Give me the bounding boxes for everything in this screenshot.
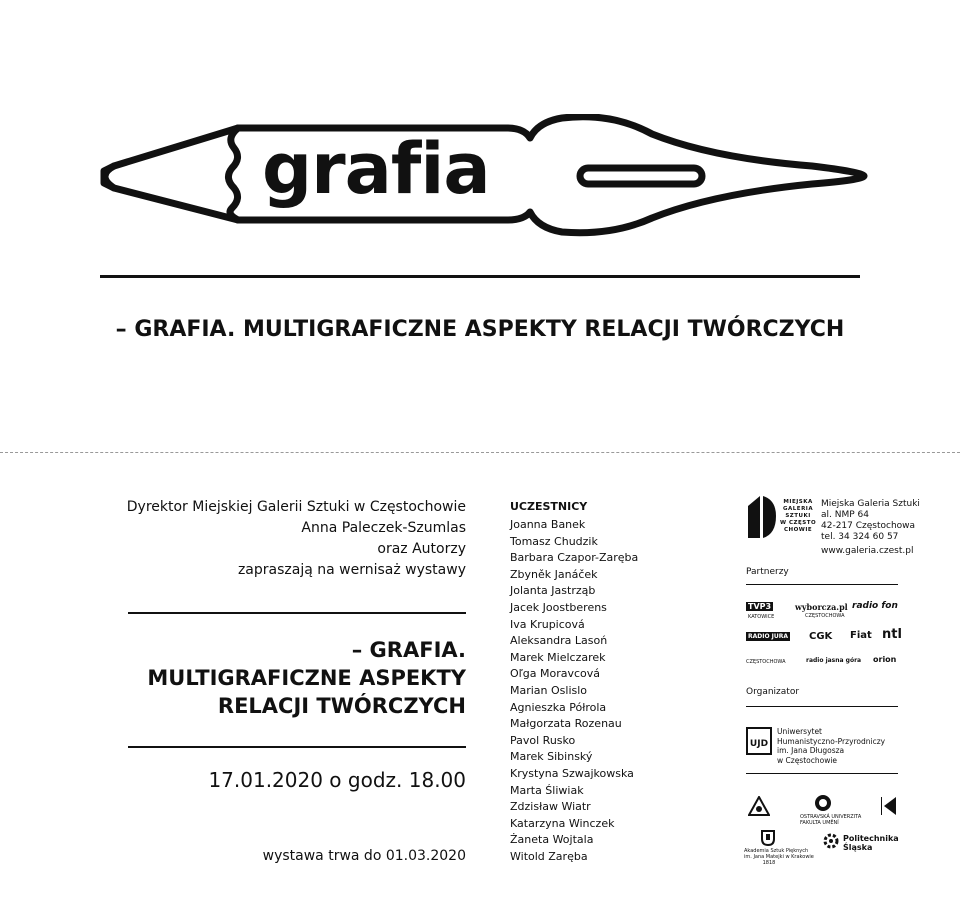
logo-text-line: W CZĘSTO [780,520,817,526]
participant: Aleksandra Lasoń [510,634,608,648]
divider [746,773,898,774]
address-line: tel. 34 324 60 57 [821,532,899,542]
czestochowa-logo: CZĘSTOCHOWA [746,659,786,665]
organizer-line: w Częstochowie [777,755,838,765]
wyborcza-logo: wyborcza.pl [795,602,848,612]
logo-text-line: CHOWIE [783,527,813,533]
title-line: RELACJI TWÓRCZYCH [217,694,466,718]
ostrava-university-name [800,814,861,826]
organizer-line: Humanistyczno-Przyrodniczy [777,736,886,746]
participant: Tomasz Chudzik [510,534,598,548]
ostrava-line: FAKULTA UMĚNÍ [800,820,839,826]
participant: Małgorzata Rozenau [510,717,622,731]
logo-wordmark: grafia [262,128,490,210]
organizer-line: Uniwersytet [777,727,822,736]
logo-text-line: SZTUKI [785,513,811,519]
tvp3-logo: TVP3 [748,602,772,611]
invitation-line: Anna Paleczek-Szumlas [301,520,466,536]
title-line: MULTIGRAFICZNE ASPEKTY [147,666,466,690]
fiat-logo: Fiat [850,630,872,641]
tvp3-subtitle: KATOWICE [748,614,775,620]
participants-section [510,497,638,865]
invitation-line: oraz Autorzy [377,541,466,557]
ntl-logo: ntl [882,627,902,642]
opening-date: 17.01.2020 o godz. 18.00 [208,768,466,792]
address-line: al. NMP 64 [821,510,869,520]
divider [100,275,860,278]
silesian-line: Politechnika [843,834,899,843]
silesian-university-name [843,834,899,852]
arrow-emblem-icon [880,796,898,816]
academy-line: im. Jana Matejki w Krakowie [744,854,814,860]
participant: Jacek Joostberens [510,600,607,614]
ujd-logo-icon [746,727,772,755]
exhibition-duration: wystawa trwa do 01.03.2020 [262,848,466,864]
logo-text-line: MIEJSKA [783,499,813,505]
fold-dashed-line [0,452,960,453]
participant: Katarzyna Winczek [510,816,615,830]
participants-heading: UCZESTNICY [510,500,588,513]
participant: Żaneta Wojtala [510,833,594,847]
address-line: 42-217 Częstochowa [821,521,916,531]
participant: Pavol Rusko [510,733,576,747]
orion-logo: orion [873,655,897,664]
participant: Marek Mielczarek [510,650,606,664]
divider [128,746,466,748]
participant: Krystyna Szwajkowska [510,766,634,780]
silesian-line: Śląska [843,843,873,852]
academy-line: Akademia Sztuk Pięknych [744,848,809,854]
logo-text-line: GALERIA [783,506,814,512]
partners-label: Partnerzy [746,567,789,577]
participant: Witold Zaręba [510,849,588,863]
organizer-name [777,727,885,765]
wyborcza-subtitle: CZĘSTOCHOWA [805,613,845,619]
triangle-emblem-icon [748,796,770,816]
participant: Jolanta Jastrząb [510,584,596,598]
academy-line: 1818 [762,860,776,866]
radio-jasna-gora-logo: radio jasna góra [806,657,862,664]
participants-list [510,517,638,865]
cgk-logo: CGK [809,631,833,642]
address-line: Miejska Galeria Sztuki [821,499,920,509]
gallery-logo-text [780,499,816,534]
participant: Barbara Czapor-Zaręba [510,551,639,565]
participant: Marian Oslislo [510,683,588,697]
gallery-website-link[interactable]: www.galeria.czest.pl [821,546,914,556]
ostrava-university-icon [814,794,832,812]
gallery-address [821,499,920,543]
page-headline: – GRAFIA. MULTIGRAFICZNE ASPEKTY RELACJI TWÓRCZYCH [115,317,845,342]
divider [128,612,466,614]
gallery-logo-icon [746,494,778,540]
invitation-line: Dyrektor Miejskiej Galerii Sztuki w Częstochowie [126,499,466,515]
participant: Agnieszka Półrola [510,700,607,714]
divider [746,584,898,585]
divider [746,706,898,707]
participant: Marek Sibinský [510,750,593,764]
ujd-logo-text: UJD [749,739,769,749]
gear-emblem-icon [823,833,839,849]
participant: Marta Śliwiak [510,783,584,797]
academy-name [744,848,814,866]
participant: Joanna Banek [510,518,586,531]
participant: Zbyněk Janáček [510,567,598,581]
ostrava-line: OSTRAVSKÁ UNIVERZITA [800,814,862,820]
academy-emblem-icon [761,830,775,846]
participant: Oľga Moravcová [510,667,601,681]
participant: Iva Krupicová [510,617,585,631]
invitation-line: zapraszają na wernisaż wystawy [237,562,466,578]
invitation-text [127,497,466,581]
participant: Zdzisław Wiatr [510,800,591,814]
radio-jura-logo: RADIO JURA [748,633,789,640]
organizer-line: im. Jana Długosza [777,746,845,755]
radio-fon-logo: radio fon [852,601,898,611]
title-line: – GRAFIA. [351,638,466,662]
exhibition-title [147,636,466,720]
organizer-label: Organizator [746,687,800,697]
